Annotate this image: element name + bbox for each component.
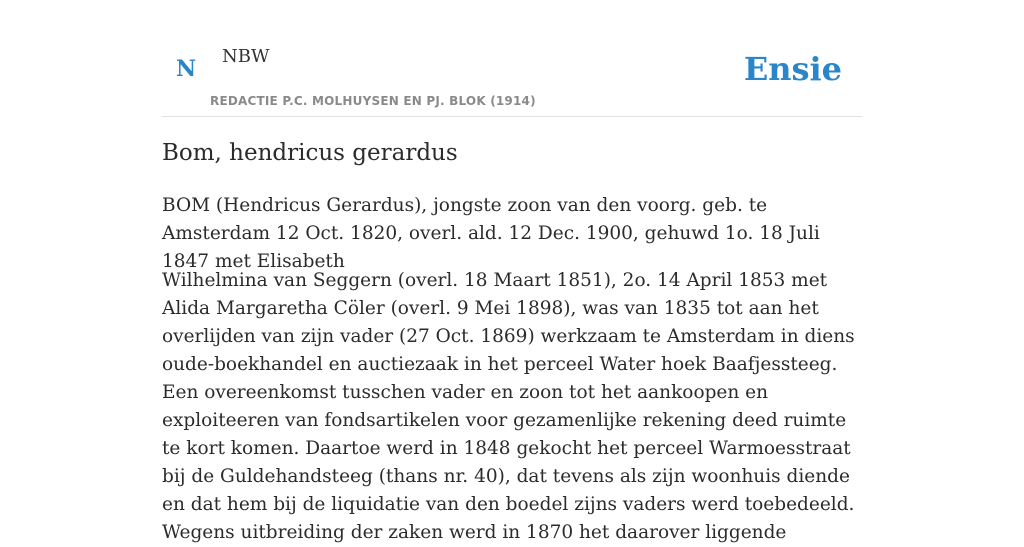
brand-logo-link[interactable]: Ensie [743, 50, 842, 88]
source-logo-icon[interactable]: N [176, 56, 197, 82]
byline: REDACTIE P.C. MOLHUYSEN EN PJ. BLOK (1914) [210, 94, 536, 108]
article-paragraph-1: BOM (Hendricus Gerardus), jongste zoon van den voorg. geb. te Amsterdam 12 Oct. 1820, overl. ald. 12 Dec. 1900, gehuwd 1o. 18 Juli 1847 met Elisabeth [162, 195, 820, 272]
page-title: Bom, hendricus gerardus [162, 140, 458, 166]
article-paragraph-2: Wilhelmina van Seggern (overl. 18 Maart 1851), 2o. 14 April 1853 met Alida Margaretha Cöler (overl. 9 Mei 1898), was van 1835 tot aan het overlijden van zijn vader (27 Oct. 1869) werkzaam te Amsterdam in diens oude-boekhandel en auctiezaak in het perceel Water hoek Baafjessteeg. Een overeenkomst tusschen vader en zoon tot het aankoopen en exploiteeren van fondsartikelen voor gezamenlijke rekening deed ruimte te kort komen. Daartoe werd in 1848 gekocht het perceel Warmoesstraat bij de Guldehandsteeg (thans nr. 40), dat tevens als zijn woonhuis diende en dat hem bij de liquidatie van den boedel zijns vaders werd toebedeeld. Wegens uitbreiding der zaken werd in 1870 het daarover liggende [162, 270, 855, 543]
page [162, 0, 862, 543]
source-name[interactable]: NBW [222, 46, 270, 67]
header [162, 0, 862, 117]
